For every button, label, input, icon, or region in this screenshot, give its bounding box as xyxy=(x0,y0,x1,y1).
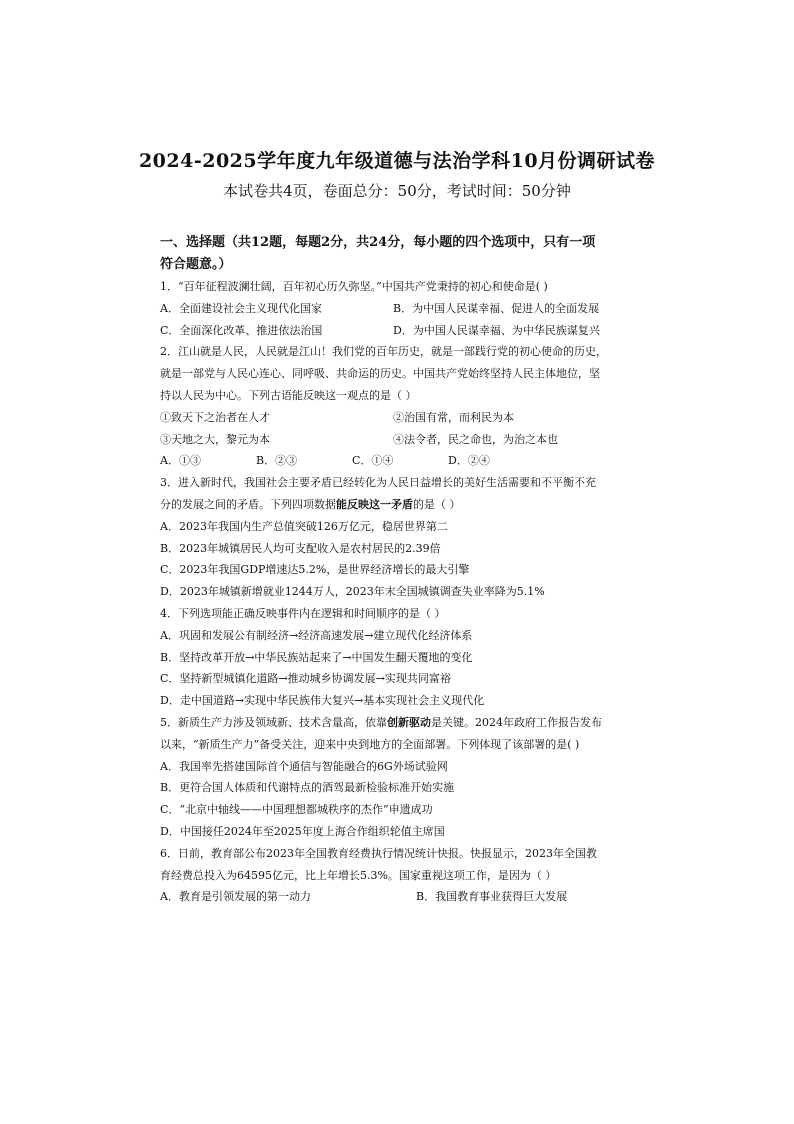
question-2-option-c: C．①④ xyxy=(352,454,394,468)
question-2-item-1: ①致天下之治者在人才 xyxy=(160,410,270,424)
question-2-item-4: ④法令者，民之命也，为治之本也 xyxy=(393,432,558,446)
question-3-stem-line1: 3．进入新时代，我国社会主要矛盾已经转化为人民日益增长的美好生活需要和不平衡不充 xyxy=(160,476,596,490)
question-1-options-row1 xyxy=(160,298,640,320)
question-3-option-b: B．2023年城镇居民人均可支配收入是农村居民的2.39倍 xyxy=(160,541,441,555)
question-1-option-b: B．为中国人民谋幸福、促进人的全面发展 xyxy=(393,301,600,315)
question-5-option-b: B．更符合国人体质和代谢特点的酒驾最新检验标准开始实施 xyxy=(160,781,455,795)
exam-title: 2024-2025学年度九年级道德与法治学科10月份调研试卷 xyxy=(138,150,656,172)
question-4 xyxy=(160,603,640,712)
section-heading-line1: 一、选择题（共12题，每题2分，共24分，每小题的四个选项中，只有一项 xyxy=(160,235,596,250)
question-6-stem-line2: 育经费总投入为64595亿元，比上年增长5.3%。国家重视这项工作，是因为（ ） xyxy=(160,868,557,882)
question-2-options-row xyxy=(160,450,640,472)
question-2-option-d: D．②④ xyxy=(448,454,490,468)
question-2-stem-line1: 2．江山就是人民，人民就是江山！我们党的百年历史，就是一部践行党的初心使命的历史， xyxy=(160,345,607,359)
question-5-option-c: C．“北京中轴线——中国理想都城秩序的杰作”申遗成功 xyxy=(160,803,433,817)
question-5-option-a: A．我国率先搭建国际首个通信与智能融合的6G外场试验网 xyxy=(160,759,448,773)
question-2-items-row1 xyxy=(160,407,640,429)
question-6-option-b: B．我国教育事业获得巨大发展 xyxy=(416,890,568,904)
question-4-stem: 4．下列选项能正确反映事件内在逻辑和时间顺序的是（ ） xyxy=(160,606,446,620)
question-5-option-d: D．中国接任2024年至2025年度上海合作组织轮值主席国 xyxy=(160,824,445,838)
question-5-emphasis: 创新驱动 xyxy=(387,715,431,729)
question-1-options-row2 xyxy=(160,320,640,342)
question-3 xyxy=(160,472,640,603)
question-3-stem-end: 的是（ ） xyxy=(413,497,461,511)
question-2-item-3: ③天地之大，黎元为本 xyxy=(160,432,270,446)
question-5-stem-end: 是关键。2024年政府工作报告发布 xyxy=(431,715,602,729)
question-1-option-c: C．全面深化改革、推进依法治国 xyxy=(160,323,323,337)
question-5-stem-line2: 以来，“新质生产力”备受关注，迎来中央到地方的全面部署。下列体现了该部署的是( ) xyxy=(160,737,580,751)
question-6-options-row1 xyxy=(160,886,640,908)
question-3-option-c: C．2023年我国GDP增速达5.2%，是世界经济增长的最大引擎 xyxy=(160,563,470,577)
question-2 xyxy=(160,341,640,472)
exam-subtitle: 本试卷共4页，卷面总分：50分，考试时间：50分钟 xyxy=(223,182,571,200)
question-5 xyxy=(160,712,640,843)
question-3-stem-text: 分的发展之间的矛盾。下列四项数据 xyxy=(160,497,336,511)
question-3-option-d: D．2023年城镇新增就业1244万人，2023年末全国城镇调查失业率降为5.1% xyxy=(160,585,545,599)
question-2-option-a: A．①③ xyxy=(160,454,201,468)
question-5-stem-line1 xyxy=(160,712,640,734)
section-heading xyxy=(160,232,640,276)
question-3-option-a: A．2023年我国内生产总值突破126万亿元，稳居世界第二 xyxy=(160,519,448,533)
question-2-items-row2 xyxy=(160,429,640,451)
question-2-stem-line3: 持以人民为中心。下列古语能反映这一观点的是（ ） xyxy=(160,388,417,402)
section-heading-line2: 符合题意。） xyxy=(160,257,232,272)
question-4-option-a: A．巩固和发展公有制经济→经济高速发展→建立现代化经济体系 xyxy=(160,628,473,642)
question-6 xyxy=(160,843,640,908)
question-4-option-d: D．走中国道路→实现中华民族伟大复兴→基本实现社会主义现代化 xyxy=(160,694,485,708)
question-1-option-a: A．全面建设社会主义现代化国家 xyxy=(160,301,322,315)
question-1 xyxy=(160,276,640,341)
question-5-stem-text: 5．新质生产力涉及领域新、技术含量高，依靠 xyxy=(160,715,387,729)
question-2-option-b: B．②③ xyxy=(256,454,298,468)
question-4-option-c: C．坚持新型城镇化道路→推动城乡协调发展→实现共同富裕 xyxy=(160,672,451,686)
question-3-stem-line2 xyxy=(160,494,640,516)
question-1-option-d: D．为中国人民谋幸福、为中华民族谋复兴 xyxy=(393,323,600,337)
question-2-stem-line2: 就是一部党与人民心连心、同呼吸、共命运的历史。中国共产党始终坚持人民主体地位，坚 xyxy=(160,367,600,381)
question-6-option-a: A．教育是引领发展的第一动力 xyxy=(160,890,311,904)
question-1-stem: 1．“百年征程波澜壮阔，百年初心历久弥坚。”中国共产党秉持的初心和使命是( ) xyxy=(160,280,548,293)
question-2-item-2: ②治国有常，而利民为本 xyxy=(393,410,514,424)
question-3-emphasis: 能反映这一矛盾 xyxy=(336,497,413,511)
question-4-option-b: B．坚持改革开放→中华民族站起来了→中国发生翻天覆地的变化 xyxy=(160,650,473,664)
question-6-stem-line1: 6．日前，教育部公布2023年全国教育经费执行情况统计快报。快报显示，2023年全国教 xyxy=(160,846,597,860)
exam-content xyxy=(160,232,640,908)
